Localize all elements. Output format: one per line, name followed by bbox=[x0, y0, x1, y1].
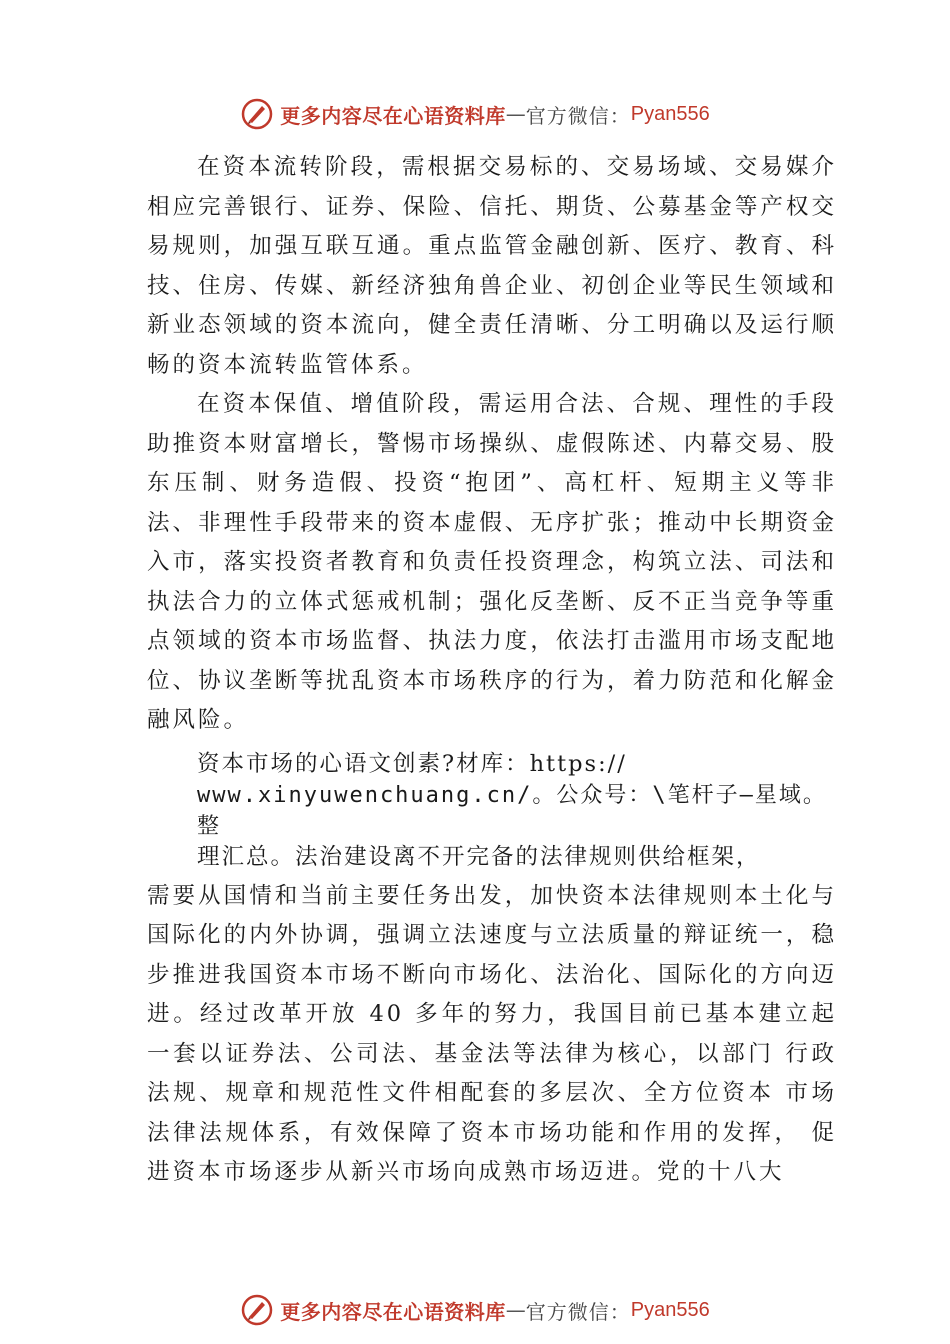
promo-line-1: 资本市场的心语文创素?材库：https:// bbox=[197, 750, 627, 777]
promo-line-2: www.xinyuwenchuang.cn/。公众号：\笔杆子—星域。整 bbox=[197, 782, 827, 839]
header-banner bbox=[0, 94, 950, 134]
paragraph-legal-framework: 需要从国情和当前主要任务出发，加快资本法律规则本土化与国际化的内外协调，强调立法速度与立法质量的辩证统一，稳步推进我国资本市场不断向市场化、法治化、国际化的方向迈进。经过改革开放 40 多年的努力，我国目前已基本建立起一套以证券法、公司法、基金法等法律为核心，以部门 行政法规、规章和规范性文件相配套的多层次、全方位资本 市场法律法规体系，有效保障了资本市场功能和作用的发挥， 促进资本市场逐步从新兴市场向成熟市场迈进。党的十八大 bbox=[147, 882, 837, 1185]
header-contact-label: 官方微信： bbox=[525, 103, 631, 128]
footer-brand-text: 更多内容尽在心语资料库 bbox=[280, 1299, 506, 1324]
paragraph-capital-preservation: 在资本保值、增值阶段，需运用合法、合规、理性的手段助推资本财富增长，警惕市场操纵、虚假陈述、内幕交易、股东压制、财务造假、投资“抱团”、高杠杆、短期主义等非法、非理性手段带来的资本虚假、无序扩张；推动中长期资金入市，落实投资者教育和负责任投资理念，构筑立法、司法和执法合力的立体式惩戒机制；强化反垄断、反不正当竞争等重点领域的资本市场监督、执法力度，依法打击滥用市场支配地位、协议垄断等扰乱资本市场秩序的行为，着力防范和化解金融风险。 bbox=[147, 391, 837, 733]
brand-logo-icon bbox=[240, 97, 274, 131]
document-body bbox=[147, 148, 837, 1193]
header-contact-id: Pyan556 bbox=[630, 102, 710, 125]
paragraph-capital-flow: 在资本流转阶段，需根据交易标的、交易场域、交易媒介相应完善银行、证券、保险、信托、期货、公募基金等产权交易规则，加强互联互通。重点监管金融创新、医疗、教育、科技、住房、传媒、新经济独角兽企业、初创企业等民生领域和新业态领域的资本流向，健全责任清晰、分工明确以及运行顺畅的资本流转监管体系。 bbox=[147, 154, 837, 378]
promo-line-3: 理汇总。法治建设离不开完备的法律规则供给框架， bbox=[197, 843, 761, 870]
brand-logo-icon bbox=[240, 1293, 274, 1327]
promo-text-block bbox=[197, 741, 837, 877]
footer-contact-label: 官方微信： bbox=[525, 1299, 631, 1324]
footer-contact-id: Pyan556 bbox=[630, 1298, 710, 1321]
footer-separator: — bbox=[505, 1298, 526, 1322]
footer-banner bbox=[0, 1290, 950, 1330]
header-brand-text: 更多内容尽在心语资料库 bbox=[280, 103, 506, 128]
header-separator: — bbox=[505, 102, 526, 126]
